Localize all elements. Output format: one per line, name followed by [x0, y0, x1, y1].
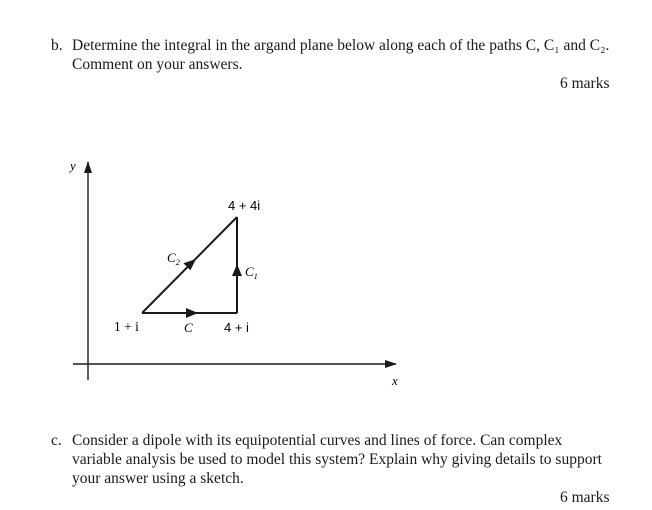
path-c-arrow	[186, 308, 198, 318]
path-c1-arrow	[232, 264, 242, 276]
part-c-question-line-3: your answer using a sketch.	[72, 470, 244, 487]
point-start-label: 1 + i	[114, 319, 139, 334]
part-b-marks: 6 marks	[560, 75, 610, 92]
point-corner-label: 4 + i	[224, 320, 249, 335]
path-c-label: C	[184, 320, 193, 335]
part-c-marks: 6 marks	[560, 489, 610, 506]
part-c-question-line-2: variable analysis be used to model this system? Explain why giving details to support	[72, 451, 602, 468]
part-b-label: b.	[51, 37, 63, 54]
part-b-question-line-1: Determine the integral in the argand plane below along each of the paths C, C₁ and C₂.	[72, 37, 610, 54]
point-top-label: 4 + 4i	[228, 198, 261, 213]
y-axis-label: y	[70, 158, 76, 173]
part-b-question-line-2: Comment on your answers.	[72, 56, 243, 73]
part-c-question-line-1: Consider a dipole with its equipotential curves and lines of force. Can complex	[72, 432, 563, 449]
path-c2-label: $C_2$	[167, 250, 180, 267]
part-c-label: c.	[51, 432, 62, 449]
path-c1-label: $C_1$	[245, 264, 258, 281]
x-axis-label: x	[392, 373, 398, 388]
